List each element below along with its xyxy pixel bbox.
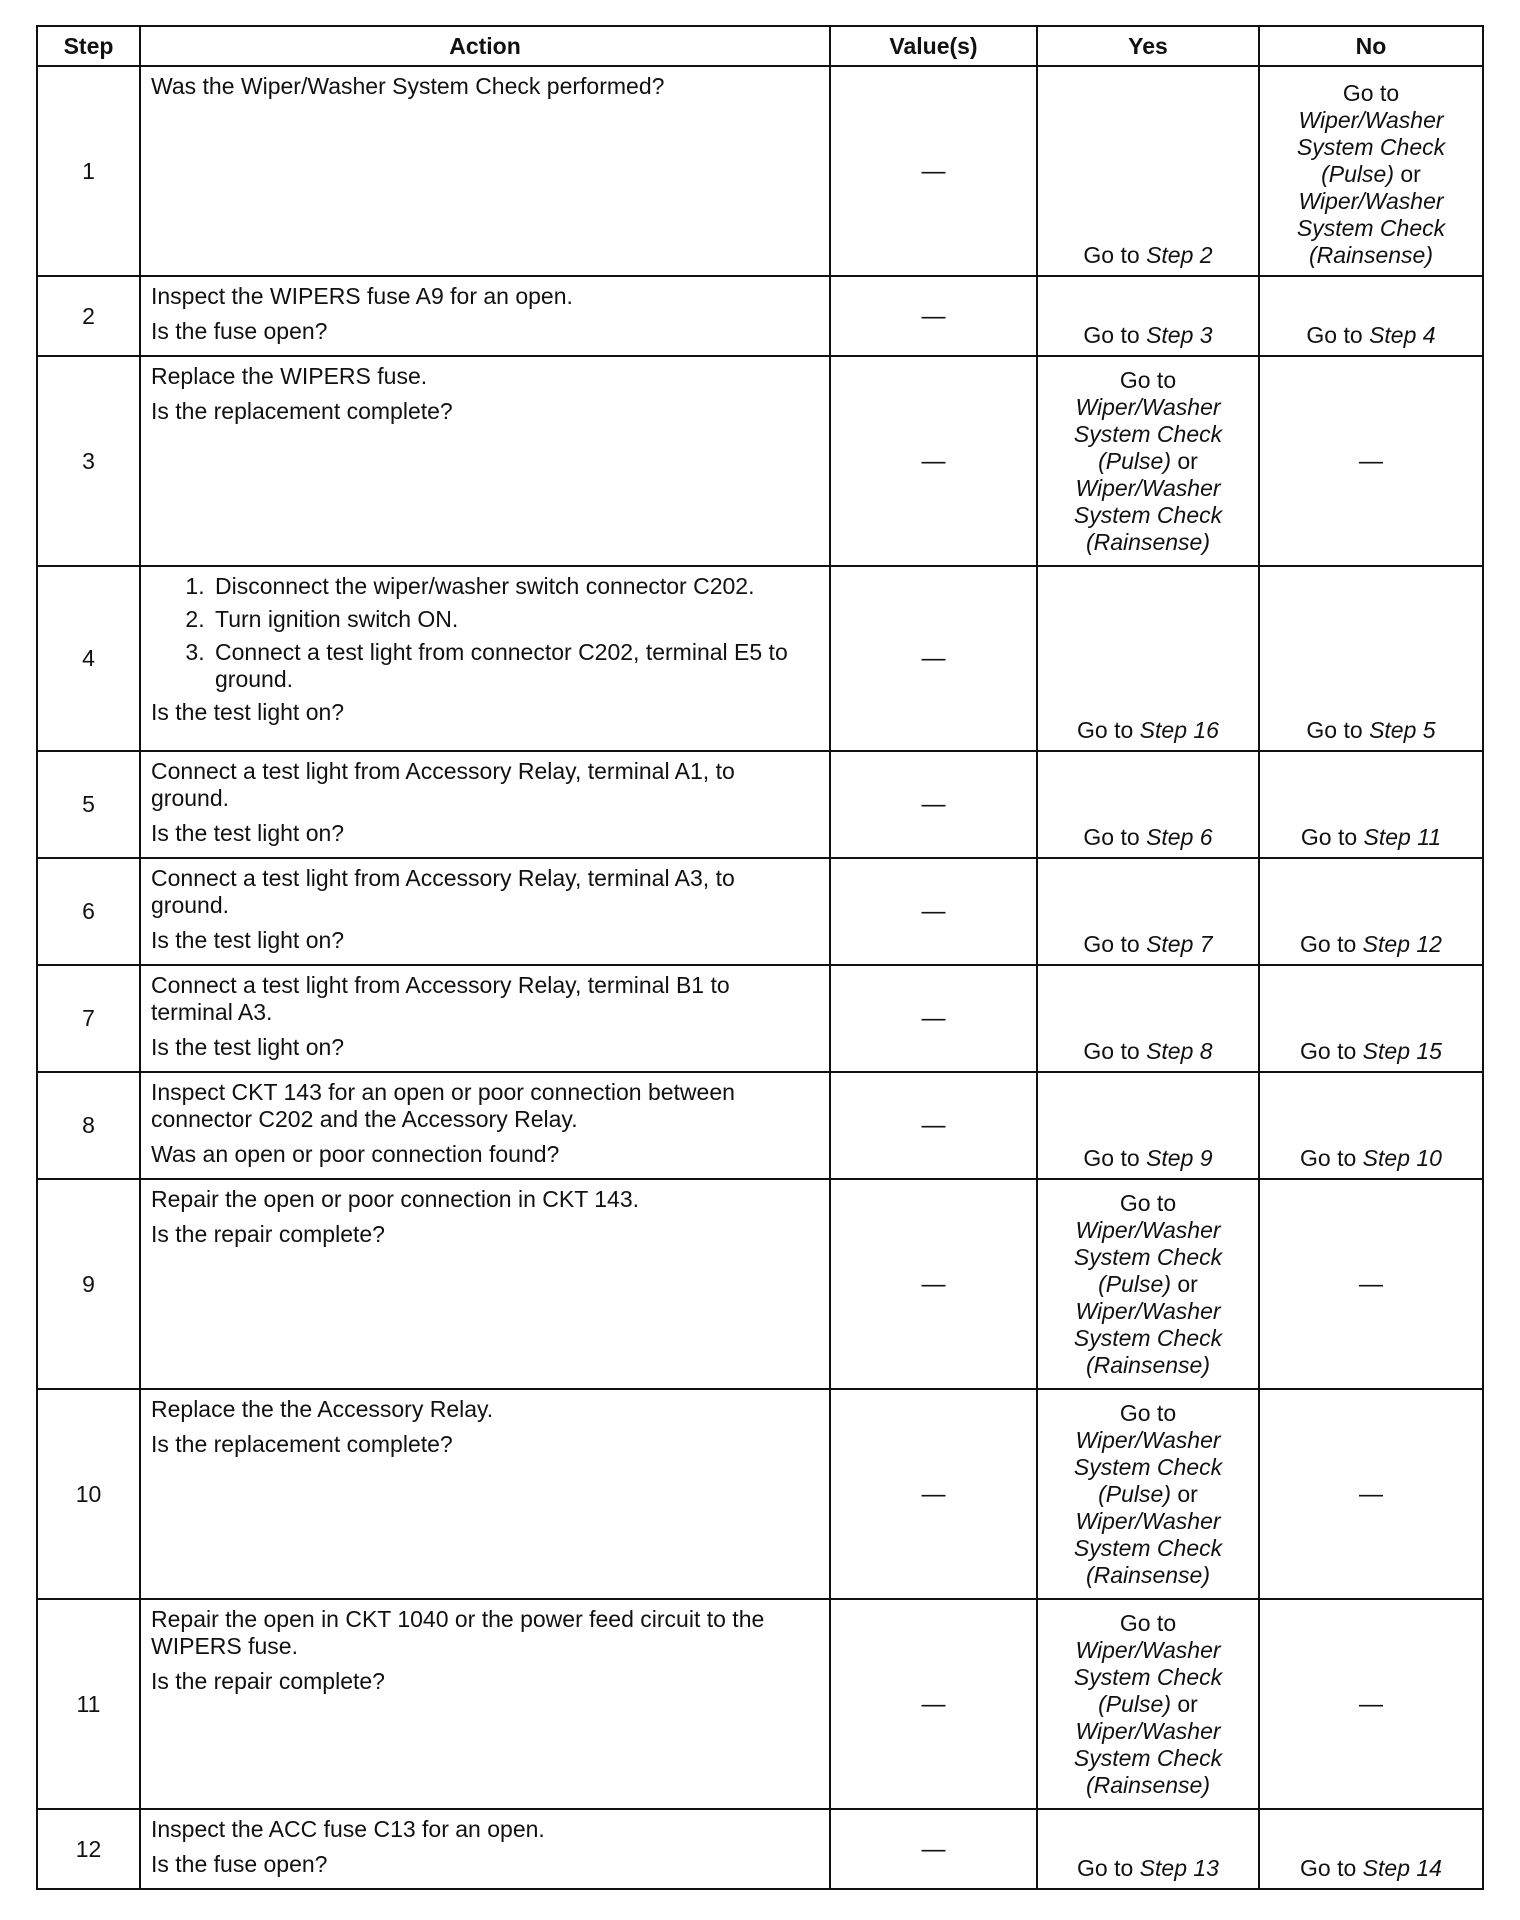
dash: — <box>921 1005 946 1032</box>
goto-step: Step 14 <box>1362 1855 1442 1881</box>
yes-cell <box>1037 1599 1259 1809</box>
step-number: 3 <box>37 356 140 566</box>
action-cell <box>140 276 830 356</box>
goto-step: Step 11 <box>1363 824 1442 850</box>
ref-line: Go to <box>1119 1189 1177 1216</box>
no-cell <box>1259 1809 1483 1889</box>
no-cell <box>1259 858 1483 965</box>
ref-or: or <box>1177 447 1198 474</box>
table-row <box>37 566 1483 751</box>
ref-line: Wiper/Washer <box>1075 1507 1221 1534</box>
goto-text: Go to <box>1306 322 1363 348</box>
action-line: Repair the open in CKT 1040 or the power feed circuit to the WIPERS fuse. <box>151 1606 765 1659</box>
goto-step: Step 16 <box>1139 717 1219 743</box>
dash: — <box>921 645 946 672</box>
table-row <box>37 1599 1483 1809</box>
ref-line: System Check <box>1073 420 1223 447</box>
ref-line: System Check <box>1073 1243 1223 1270</box>
dash: — <box>921 157 946 185</box>
dash: — <box>921 447 946 475</box>
action-cell <box>140 566 830 751</box>
action-line: Repair the open or poor connection in CKT 143. <box>151 1186 639 1212</box>
no-cell <box>1259 1179 1483 1389</box>
no-cell <box>1259 965 1483 1072</box>
goto-text: Go to <box>1300 1855 1357 1881</box>
goto-step: Step 15 <box>1362 1038 1442 1064</box>
step-number: 6 <box>37 858 140 965</box>
table-row <box>37 751 1483 858</box>
action-question: Is the replacement complete? <box>151 1431 453 1457</box>
action-question: Is the test light on? <box>151 1034 345 1060</box>
ref-pulse: (Pulse) <box>1321 161 1394 187</box>
dash: — <box>921 1480 946 1508</box>
ref-line: (Rainsense) <box>1086 1351 1210 1378</box>
goto-text: Go to <box>1300 931 1357 957</box>
value-cell <box>830 1389 1037 1599</box>
action-list <box>151 573 817 693</box>
goto-step: Step 10 <box>1362 1145 1442 1171</box>
diagnostic-table <box>36 25 1484 1890</box>
ref-line: System Check <box>1073 1453 1223 1480</box>
no-cell <box>1259 751 1483 858</box>
goto-step: Step 7 <box>1146 931 1213 957</box>
value-cell <box>830 751 1037 858</box>
yes-cell <box>1037 1809 1259 1889</box>
ref-pulse: (Pulse) <box>1098 447 1171 474</box>
ref-line: System Check <box>1073 1534 1223 1561</box>
no-cell <box>1259 66 1483 276</box>
dash: — <box>1359 1270 1383 1298</box>
action-question: Is the fuse open? <box>151 318 328 344</box>
value-cell <box>830 1599 1037 1809</box>
goto-text: Go to <box>1083 1038 1140 1064</box>
no-cell <box>1259 566 1483 751</box>
ref-line: System Check <box>1296 215 1446 241</box>
ref-pulse: (Pulse) <box>1098 1690 1171 1717</box>
goto-step: Step 9 <box>1146 1145 1213 1171</box>
dash: — <box>921 1270 946 1298</box>
goto-text: Go to <box>1300 1145 1357 1171</box>
ref-pulse: (Pulse) <box>1098 1480 1171 1507</box>
wiper-check-reference <box>1039 367 1257 556</box>
ref-line-pulse <box>1039 1691 1257 1718</box>
list-item: 3. Connect a test light from connector C202, terminal E5 to ground. <box>211 639 817 693</box>
step-number: 9 <box>37 1179 140 1389</box>
goto-text: Go to <box>1083 322 1140 348</box>
yes-cell <box>1037 751 1259 858</box>
step-number: 5 <box>37 751 140 858</box>
table-row <box>37 66 1483 276</box>
ref-line: (Rainsense) <box>1086 528 1210 555</box>
header-action: Action <box>140 26 830 66</box>
header-no: No <box>1259 26 1483 66</box>
yes-cell <box>1037 1389 1259 1599</box>
ref-line: System Check <box>1296 134 1446 160</box>
table-row <box>37 356 1483 566</box>
ref-line: (Rainsense) <box>1086 1561 1210 1588</box>
yes-cell <box>1037 566 1259 751</box>
value-cell <box>830 858 1037 965</box>
dash: — <box>921 791 946 818</box>
action-cell <box>140 965 830 1072</box>
ref-line-pulse <box>1039 448 1257 475</box>
value-cell <box>830 1072 1037 1179</box>
action-cell <box>140 1072 830 1179</box>
action-cell <box>140 1809 830 1889</box>
step-number: 2 <box>37 276 140 356</box>
yes-cell <box>1037 1072 1259 1179</box>
no-cell <box>1259 356 1483 566</box>
yes-cell <box>1037 276 1259 356</box>
action-cell <box>140 751 830 858</box>
dash: — <box>921 302 946 330</box>
action-cell <box>140 356 830 566</box>
header-yes: Yes <box>1037 26 1259 66</box>
diagnostic-table-container <box>36 25 1482 1890</box>
step-number: 12 <box>37 1809 140 1889</box>
value-cell <box>830 1809 1037 1889</box>
goto-step: Step 5 <box>1369 717 1436 743</box>
no-cell <box>1259 276 1483 356</box>
goto-step: Step 6 <box>1146 824 1213 850</box>
no-cell <box>1259 1599 1483 1809</box>
value-cell <box>830 276 1037 356</box>
goto-step: Step 12 <box>1362 931 1442 957</box>
action-cell <box>140 1179 830 1389</box>
action-line: Replace the the Accessory Relay. <box>151 1396 494 1422</box>
action-cell <box>140 66 830 276</box>
action-question: Is the repair complete? <box>151 1668 385 1694</box>
ref-line: Go to <box>1119 1609 1177 1636</box>
action-line: Inspect CKT 143 for an open or poor connection between connector C202 and the Accessory Relay. <box>151 1079 735 1132</box>
goto-text: Go to <box>1083 1145 1140 1171</box>
value-cell <box>830 566 1037 751</box>
no-cell <box>1259 1072 1483 1179</box>
step-number: 11 <box>37 1599 140 1809</box>
ref-line: (Rainsense) <box>1309 242 1433 268</box>
goto-text: Go to <box>1300 1038 1357 1064</box>
action-line: Inspect the WIPERS fuse A9 for an open. <box>151 283 573 309</box>
ref-line: Go to <box>1119 366 1177 393</box>
dash: — <box>921 1112 946 1139</box>
table-row <box>37 1389 1483 1599</box>
value-cell <box>830 66 1037 276</box>
list-item: 2. Turn ignition switch ON. <box>211 606 817 633</box>
goto-text: Go to <box>1077 717 1134 743</box>
no-cell <box>1259 1389 1483 1599</box>
action-line: Inspect the ACC fuse C13 for an open. <box>151 1816 545 1842</box>
ref-line: System Check <box>1073 1744 1223 1771</box>
dash: — <box>1359 1690 1383 1718</box>
action-question: Was an open or poor connection found? <box>151 1141 560 1167</box>
yes-cell <box>1037 356 1259 566</box>
step-number: 4 <box>37 566 140 751</box>
yes-cell <box>1037 66 1259 276</box>
yes-cell <box>1037 1179 1259 1389</box>
value-cell <box>830 356 1037 566</box>
ref-line: Wiper/Washer <box>1075 1216 1221 1243</box>
goto-text: Go to <box>1083 824 1140 850</box>
goto-step: Step 8 <box>1146 1038 1213 1064</box>
value-cell <box>830 1179 1037 1389</box>
header-step: Step <box>37 26 140 66</box>
ref-line: System Check <box>1073 1324 1223 1351</box>
goto-step: Step 2 <box>1146 242 1213 268</box>
ref-line: Wiper/Washer <box>1075 393 1221 420</box>
action-question: Is the repair complete? <box>151 1221 385 1247</box>
goto-step: Step 13 <box>1139 1855 1219 1881</box>
table-row <box>37 1809 1483 1889</box>
action-question: Is the test light on? <box>151 699 345 725</box>
table-row <box>37 1072 1483 1179</box>
wiper-check-reference <box>1268 80 1474 269</box>
yes-cell <box>1037 965 1259 1072</box>
dash: — <box>921 1835 946 1863</box>
goto-step: Step 4 <box>1369 322 1436 348</box>
dash: — <box>921 898 946 925</box>
ref-line: Wiper/Washer <box>1298 107 1444 133</box>
ref-line: System Check <box>1073 1663 1223 1690</box>
wiper-check-reference <box>1039 1190 1257 1379</box>
wiper-check-reference <box>1039 1610 1257 1799</box>
ref-line-pulse <box>1268 161 1474 188</box>
action-line: Replace the WIPERS fuse. <box>151 363 428 389</box>
ref-or: or <box>1177 1480 1198 1507</box>
goto-step: Step 3 <box>1146 322 1213 348</box>
header-values: Value(s) <box>830 26 1037 66</box>
goto-text: Go to <box>1083 242 1140 268</box>
list-item: 1. Disconnect the wiper/washer switch connector C202. <box>211 573 817 600</box>
ref-or: or <box>1177 1270 1198 1297</box>
ref-line: Wiper/Washer <box>1075 1426 1221 1453</box>
step-number: 8 <box>37 1072 140 1179</box>
dash: — <box>1359 1480 1383 1508</box>
ref-line: Wiper/Washer <box>1075 1297 1221 1324</box>
action-question: Is the fuse open? <box>151 1851 328 1877</box>
ref-line: Wiper/Washer <box>1075 1636 1221 1663</box>
dash: — <box>921 1690 946 1718</box>
step-number: 1 <box>37 66 140 276</box>
action-line: Was the Wiper/Washer System Check performed? <box>151 73 665 99</box>
table-row <box>37 965 1483 1072</box>
wiper-check-reference <box>1039 1400 1257 1589</box>
ref-or: or <box>1177 1690 1198 1717</box>
goto-text: Go to <box>1306 717 1363 743</box>
action-cell <box>140 1599 830 1809</box>
value-cell <box>830 965 1037 1072</box>
ref-line: Wiper/Washer <box>1075 474 1221 501</box>
step-number: 7 <box>37 965 140 1072</box>
yes-cell <box>1037 858 1259 965</box>
ref-line: System Check <box>1073 501 1223 528</box>
action-question: Is the test light on? <box>151 820 345 846</box>
action-question: Is the test light on? <box>151 927 345 953</box>
step-number: 10 <box>37 1389 140 1599</box>
ref-line-pulse <box>1039 1481 1257 1508</box>
table-row <box>37 858 1483 965</box>
ref-line: Go to <box>1119 1399 1177 1426</box>
action-line: Connect a test light from Accessory Relay, terminal A1, to ground. <box>151 758 735 811</box>
table-row <box>37 1179 1483 1389</box>
ref-line-pulse <box>1039 1271 1257 1298</box>
action-cell <box>140 858 830 965</box>
ref-line: Go to <box>1342 80 1400 106</box>
action-line: Connect a test light from Accessory Relay, terminal B1 to terminal A3. <box>151 972 730 1025</box>
ref-pulse: (Pulse) <box>1098 1270 1171 1297</box>
ref-or: or <box>1400 161 1421 187</box>
header-row <box>37 26 1483 66</box>
action-question: Is the replacement complete? <box>151 398 453 424</box>
table-row <box>37 276 1483 356</box>
ref-line: Wiper/Washer <box>1298 188 1444 214</box>
ref-line: Wiper/Washer <box>1075 1717 1221 1744</box>
goto-text: Go to <box>1077 1855 1134 1881</box>
ref-line: (Rainsense) <box>1086 1771 1210 1798</box>
goto-text: Go to <box>1300 824 1358 850</box>
dash: — <box>1359 447 1383 475</box>
action-cell <box>140 1389 830 1599</box>
goto-text: Go to <box>1083 931 1140 957</box>
action-line: Connect a test light from Accessory Relay, terminal A3, to ground. <box>151 865 735 918</box>
